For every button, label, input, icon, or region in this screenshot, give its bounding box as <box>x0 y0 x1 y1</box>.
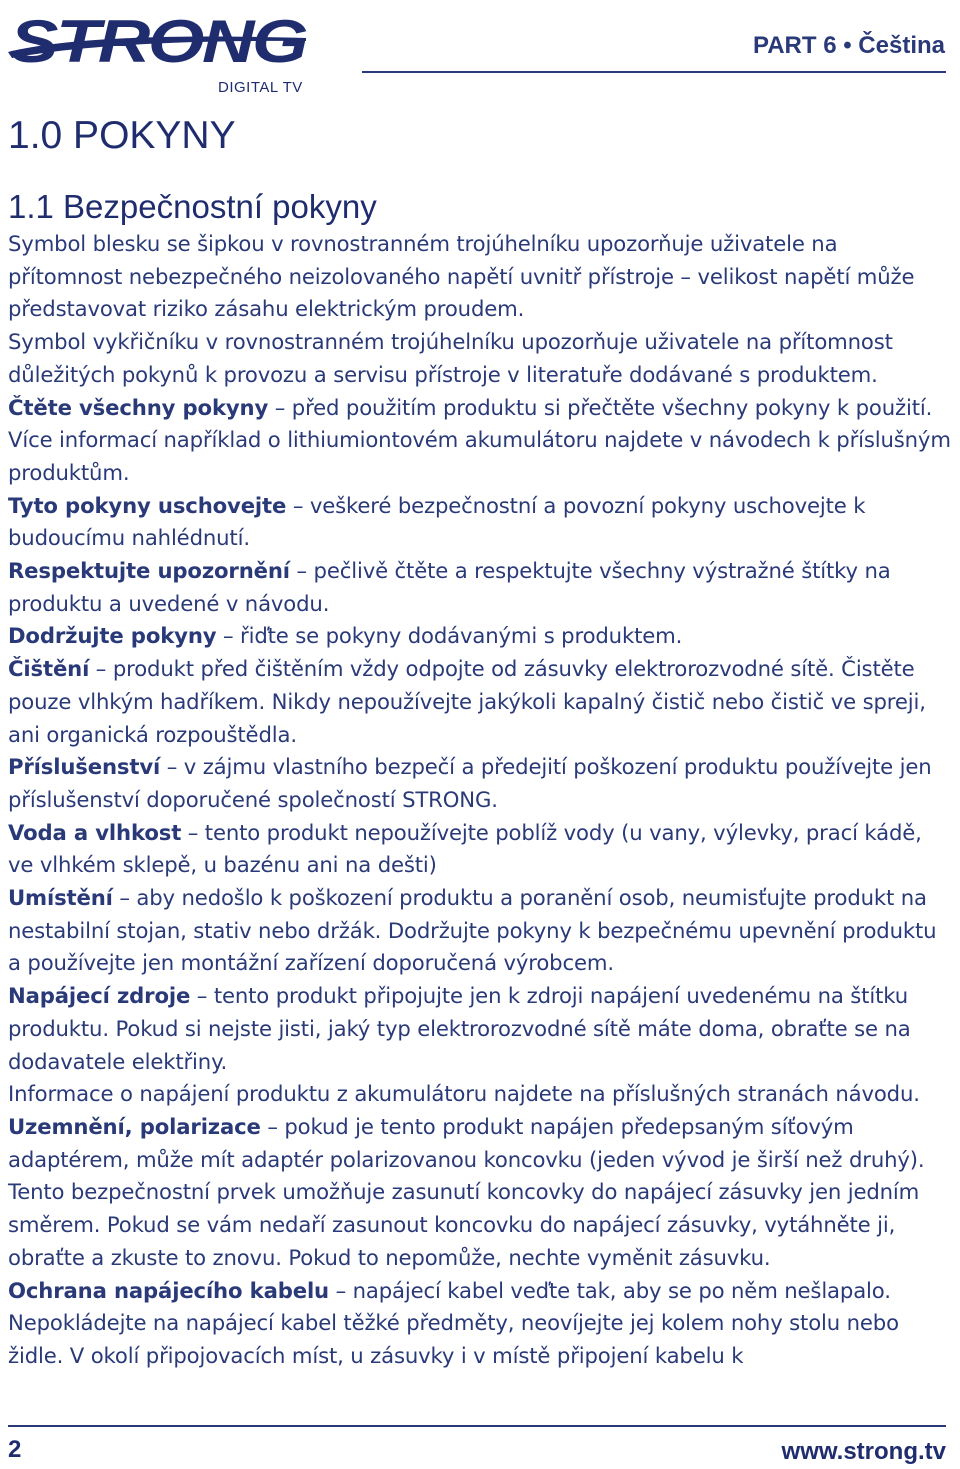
paragraph-lead: Čištění <box>8 656 90 682</box>
paragraph <box>8 980 952 1078</box>
paragraph-lead: Příslušenství <box>8 754 161 780</box>
paragraph-lead: Ochrana napájecího kabelu <box>8 1277 329 1303</box>
paragraph <box>8 392 952 490</box>
paragraph-text: – před použitím produktu si přečtěte všechny pokyny k použití. Více informací například o lithiumiontovém akumulátoru najdete v návodech k příslušným produktům. <box>8 394 951 485</box>
paragraph-text: Informace o napájení produktu z akumulátoru najdete na příslušných stranách návodu. <box>8 1081 920 1107</box>
paragraph-lead: Umístění <box>8 885 113 911</box>
paragraph <box>8 1111 952 1275</box>
page-number: 2 <box>8 1436 22 1463</box>
paragraph-text: Symbol vykřičníku v rovnostranném trojúhelníku upozorňuje uživatele na přítomnost důležitých pokynů k provozu a servisu přístroje v literatuře dodávané s produktem. <box>8 329 893 387</box>
paragraph-text: – pečlivě čtěte a respektujte všechny výstražné štítky na produktu a uvedené v návodu. <box>8 558 891 616</box>
paragraph-text: – tento produkt připojujte jen k zdroji napájení uvedenému na štítku produktu. Pokud si nejste jisti, jaký typ elektrorozvodné sítě máte doma, obraťte se na dodavatele elektřiny. <box>8 983 911 1074</box>
paragraph-text: Symbol blesku se šipkou v rovnostranném trojúhelníku upozorňuje uživatele na přítomnost nebezpečného neizolovaného napětí uvnitř přístroje – velikost napětí může představovat riziko zásahu elektrickým proudem. <box>8 231 915 322</box>
paragraph <box>8 817 952 882</box>
paragraph <box>8 620 952 653</box>
safety-instructions <box>8 228 952 1373</box>
paragraph-text: – v zájmu vlastního bezpečí a předejití poškození produktu používejte jen příslušenství doporučené společností STRONG. <box>8 754 932 812</box>
paragraph-lead: Respektujte upozornění <box>8 558 290 584</box>
part-number: PART 6 <box>752 32 837 59</box>
paragraph-text: – produkt před čištěním vždy odpojte od zásuvky elektrorozvodné sítě. Čistěte pouze vlhkým hadříkem. Nikdy nepoužívejte jakýkoli kapalný čistič nebo čistič ve spreji, ani organická rozpouštědla. <box>8 656 926 747</box>
paragraph <box>8 1275 952 1373</box>
language-label: Čeština <box>858 32 945 59</box>
paragraph-text: – řiďte se pokyny dodávanými s produktem. <box>216 623 683 649</box>
paragraph <box>8 490 952 555</box>
paragraph <box>8 326 952 391</box>
strong-logo-mark <box>6 8 308 70</box>
paragraph <box>8 653 952 751</box>
paragraph <box>8 555 952 620</box>
paragraph <box>8 751 952 816</box>
paragraph <box>8 228 952 326</box>
paragraph-text: – tento produkt nepoužívejte poblíž vody (u vany, výlevky, prací kádě, ve vlhkém sklepě, u bazénu ani na dešti) <box>8 819 922 878</box>
paragraph-lead: Napájecí zdroje <box>8 983 191 1009</box>
bullet-separator: • <box>843 32 852 59</box>
header-divider <box>362 71 946 73</box>
section-heading: 1.0 POKYNY <box>8 114 236 157</box>
paragraph-lead: Tyto pokyny uschovejte <box>8 492 287 518</box>
paragraph-lead: Uzemnění, polarizace <box>8 1113 261 1139</box>
footer-divider <box>8 1425 946 1427</box>
paragraph-text: – veškeré bezpečnostní a povozní pokyny uschovejte k budoucímu nahlédnutí. <box>8 492 866 551</box>
website-link[interactable]: www.strong.tv <box>781 1438 946 1465</box>
paragraph <box>8 882 952 980</box>
logo-subtitle: DIGITAL TV <box>218 79 303 96</box>
subsection-heading: 1.1 Bezpečnostní pokyny <box>8 188 377 225</box>
paragraph-lead: Čtěte všechny pokyny <box>8 394 269 420</box>
logo-wordmark: STRONG <box>10 8 307 70</box>
paragraph-text: – napájecí kabel veďte tak, aby se po něm nešlapalo. Nepokládejte na napájecí kabel těžké předměty, neovíjejte jej kolem nohy stolu nebo židle. V okolí připojovacích míst, u zásuvky i v místě připojení kabelu k <box>8 1277 899 1368</box>
part-label <box>753 32 945 60</box>
paragraph-text: – aby nedošlo k poškození produktu a poranění osob, neumisťujte produkt na nestabilní stojan, stativ nebo držák. Dodržujte pokyny k bezpečnému upevnění produktu a používejte jen montážní zařízení doporučená výrobcem. <box>8 885 937 976</box>
paragraph <box>8 1078 952 1111</box>
paragraph-lead: Dodržujte pokyny <box>8 623 217 649</box>
paragraph-text: – pokud je tento produkt napájen předepsaným síťovým adaptérem, může mít adaptér polarizovanou koncovku (jeden vývod je širší než druhý). Tento bezpečnostní prvek umožňuje zasunutí koncovky do napájecí zásuvky jen jedním směrem. Pokud se vám nedaří zasunout koncovku do napájecí zásuvky, vytáhněte ji, obraťte a zkuste to znovu. Pokud to nepomůže, nechte vyměnit zásuvku. <box>8 1113 925 1270</box>
paragraph-lead: Voda a vlhkost <box>8 819 182 845</box>
